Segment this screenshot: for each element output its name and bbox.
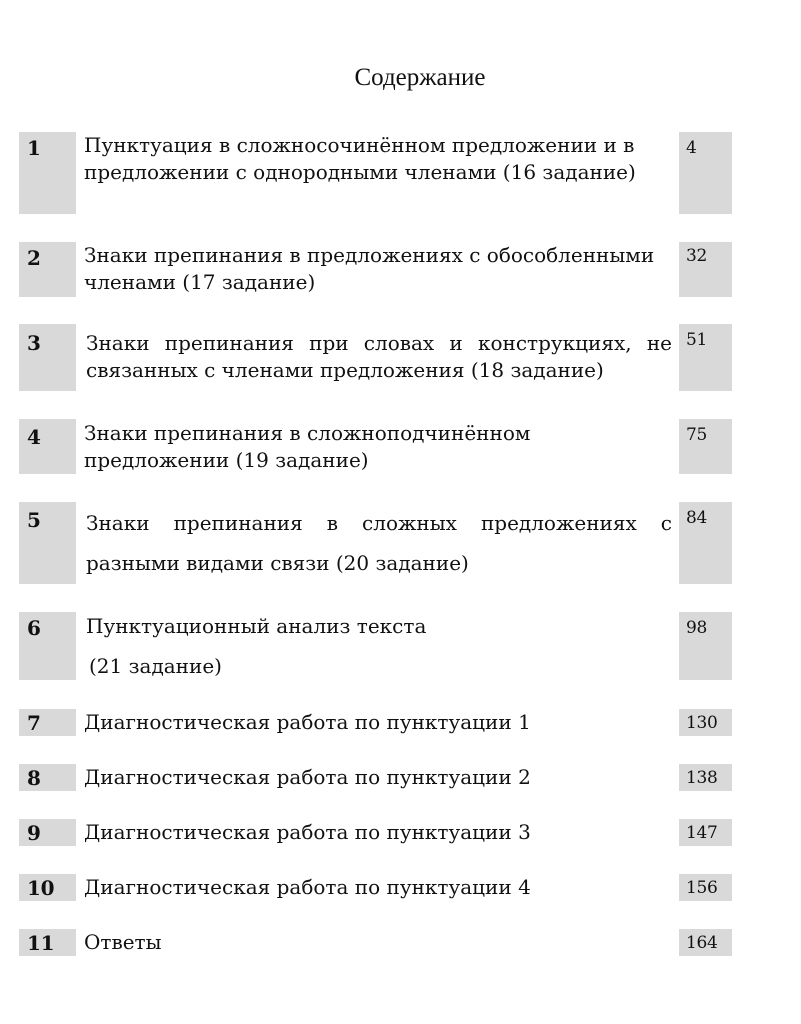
entry-page-number: 32	[686, 246, 708, 266]
entry-page-number: 138	[686, 768, 718, 788]
entry-title: Знаки препинания в сложноподчинённом предложении (19 задание)	[84, 421, 531, 472]
entry-title: Знаки препинания в сложных предложениях с разными видами связи (20 задание)	[86, 511, 672, 575]
entry-number: 3	[27, 331, 41, 355]
entry-number: 4	[27, 425, 41, 449]
entry-number: 6	[27, 616, 41, 640]
entry-page-number: 84	[686, 508, 708, 528]
entry-number: 10	[27, 876, 55, 900]
entry-page-number: 75	[686, 425, 708, 445]
entry-page-number: 51	[686, 330, 708, 350]
entry-page-number: 130	[686, 713, 718, 733]
page-title: Содержание	[354, 64, 486, 91]
entry-title: Диагностическая работа по пунктуации 1	[84, 710, 531, 734]
entry-number: 2	[27, 246, 41, 270]
entry-title: Диагностическая работа по пунктуации 4	[84, 875, 531, 899]
entry-title: Пунктуационный анализ текста	[86, 614, 427, 638]
entry-title-line2: (21 задание)	[89, 654, 222, 678]
entry-number: 8	[27, 766, 41, 790]
entry-title: Диагностическая работа по пунктуации 3	[84, 820, 531, 844]
entry-page-number: 98	[686, 618, 708, 638]
entry-page-number: 164	[686, 933, 718, 953]
entry-title: Ответы	[84, 930, 162, 954]
entry-number: 9	[27, 821, 41, 845]
entry-title: Знаки препинания при словах и конструкциях, не связанных с членами предложения (18 задание)	[86, 331, 672, 382]
entry-number: 1	[27, 136, 41, 160]
entry-title: Знаки препинания в предложениях с обособленными членами (17 задание)	[84, 243, 655, 294]
entry-page-number: 156	[686, 878, 718, 898]
entry-number: 11	[27, 931, 55, 955]
entry-number: 5	[27, 508, 41, 532]
entry-title: Диагностическая работа по пунктуации 2	[84, 765, 531, 789]
entry-page-number: 4	[686, 138, 697, 158]
entry-page-number: 147	[686, 823, 718, 843]
entry-title: Пунктуация в сложносочинённом предложении и в предложении с однородными членами (16 задание)	[84, 133, 636, 184]
entry-number: 7	[27, 711, 41, 735]
